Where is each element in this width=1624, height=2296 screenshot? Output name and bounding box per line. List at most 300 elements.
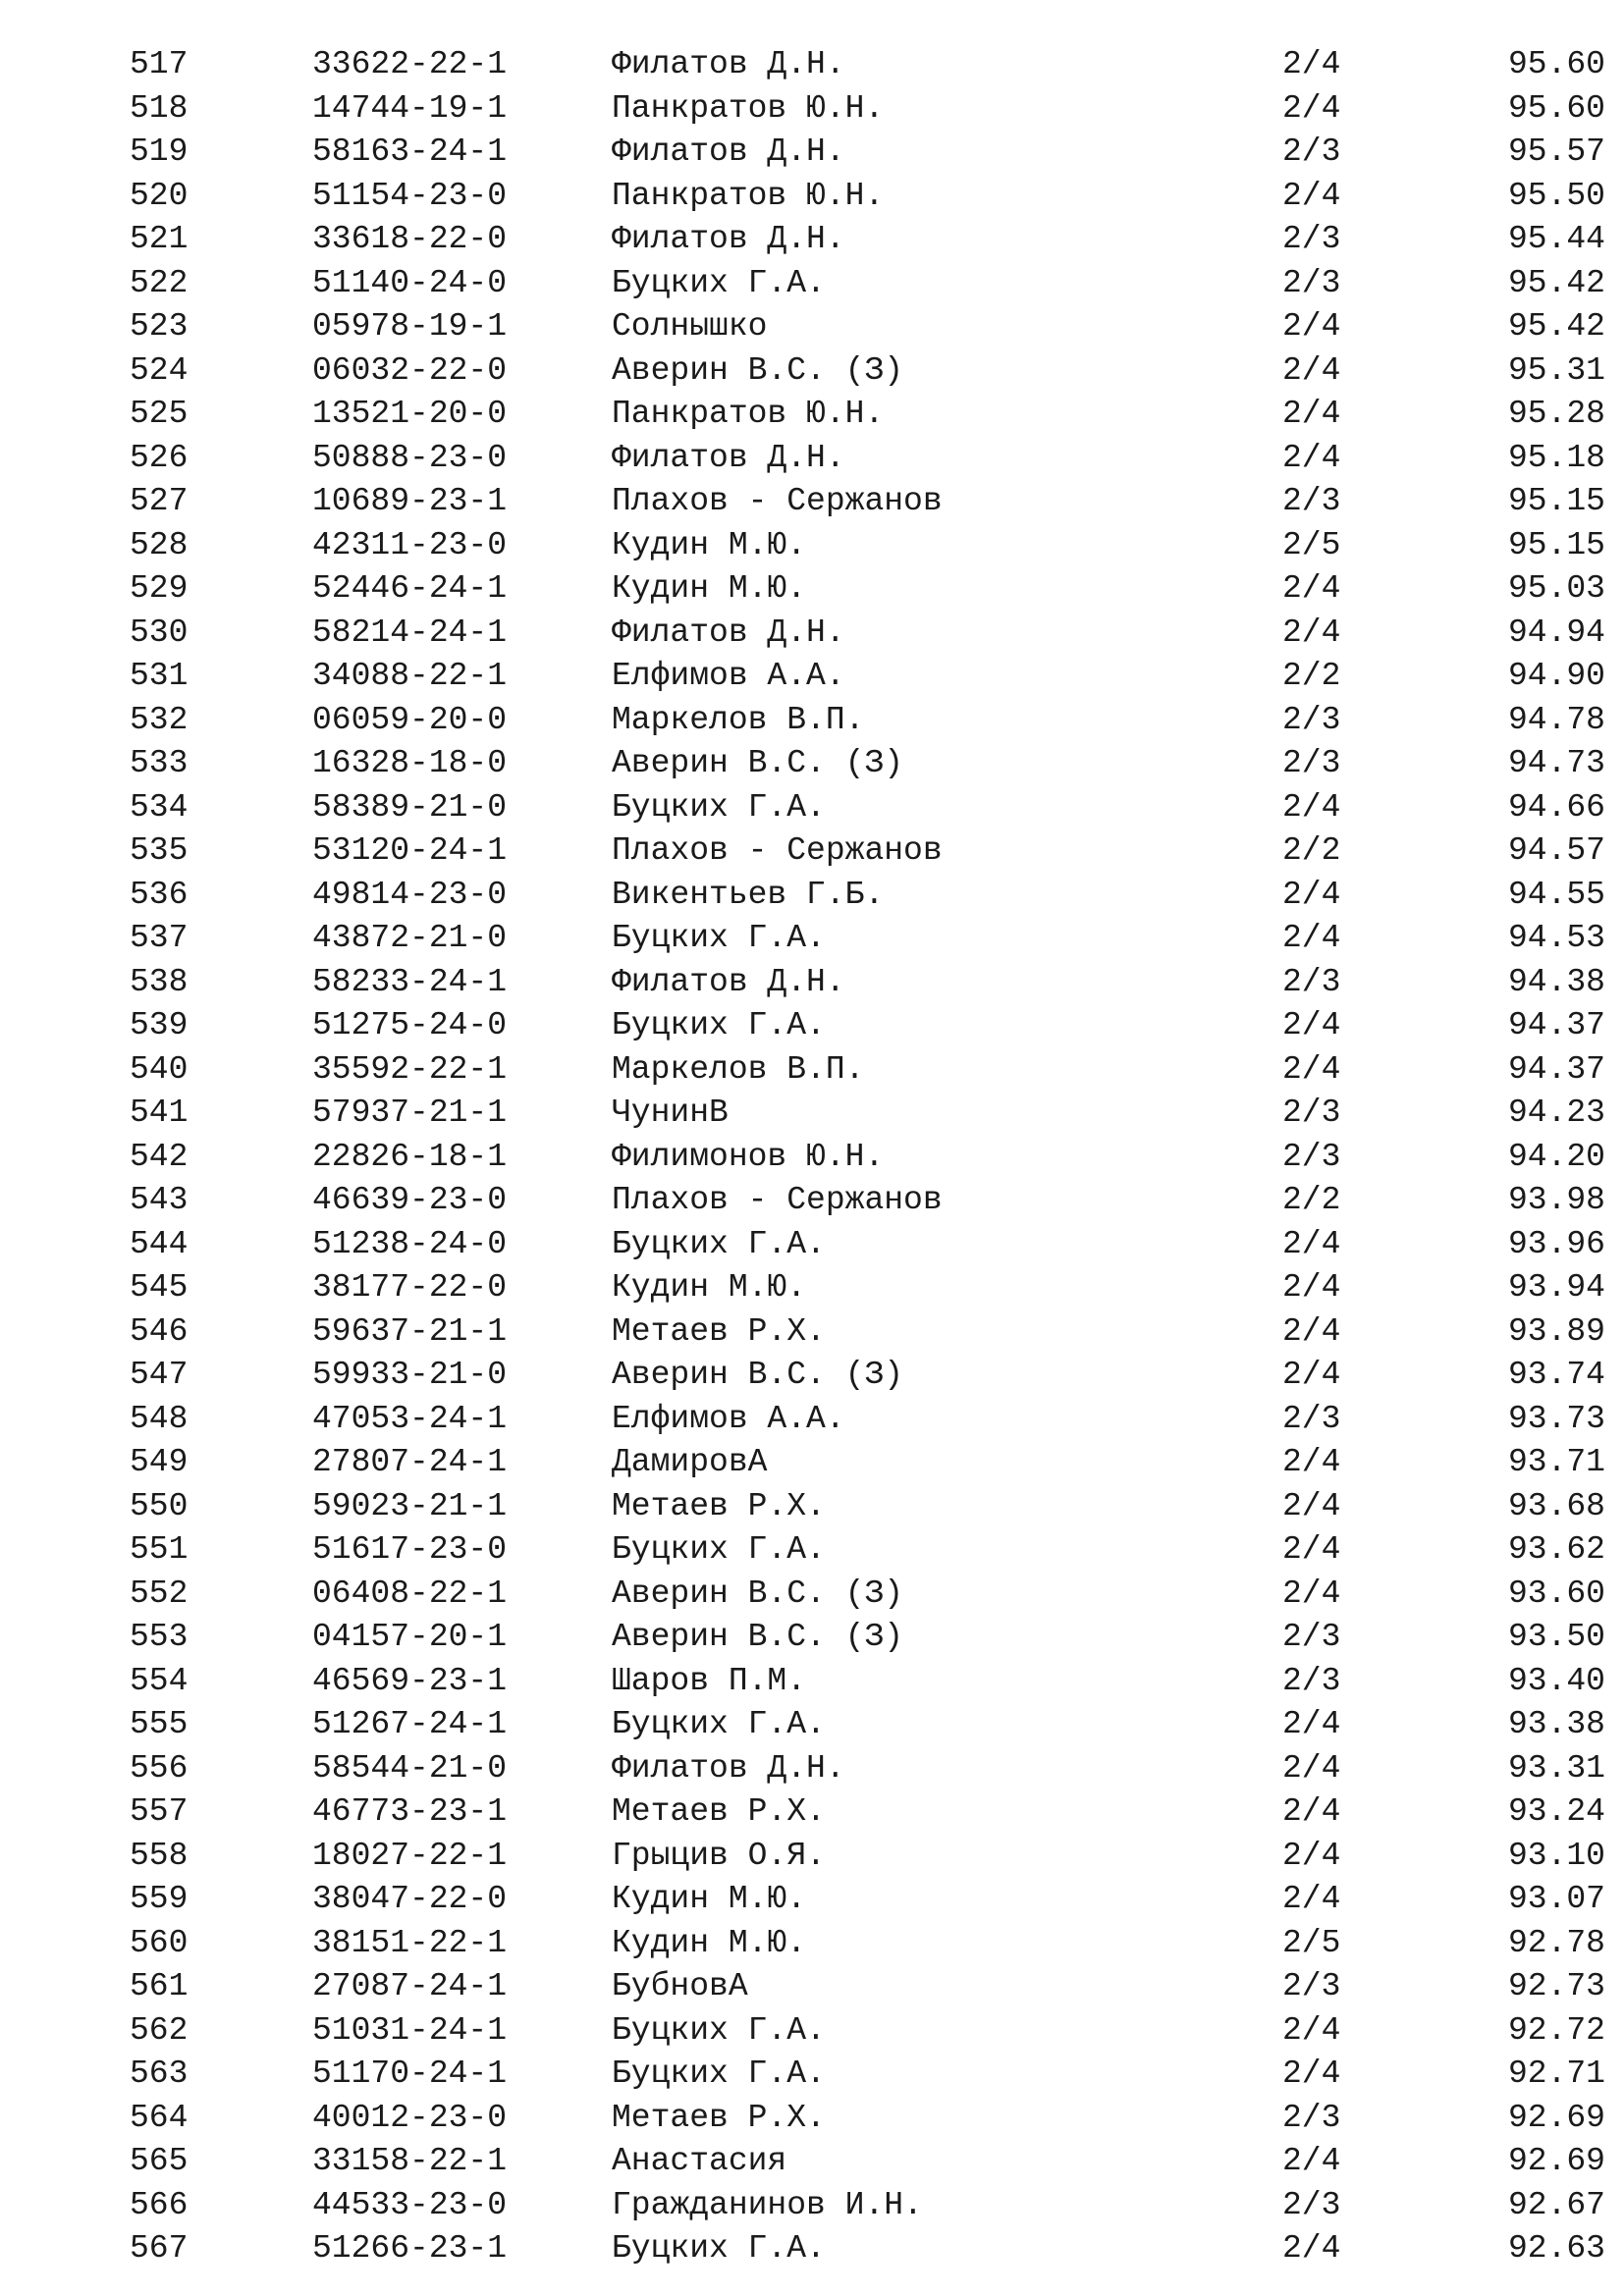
entry-id: 59023-21-1 <box>312 1487 508 1524</box>
entry-id: 14744-19-1 <box>312 89 508 127</box>
score: 95.18 <box>1507 439 1605 476</box>
owner-name: Солнышко <box>612 308 768 345</box>
row-number: 556 <box>130 1749 189 1787</box>
ratio: 2/4 <box>1282 1007 1341 1043</box>
score: 93.60 <box>1507 1575 1605 1612</box>
owner-name: Анастасия <box>612 2143 787 2179</box>
owner-name: Буцких Г.А. <box>612 2056 826 2092</box>
entry-id: 51267-24-1 <box>312 1706 508 1742</box>
row-number: 532 <box>130 701 189 738</box>
ratio: 2/4 <box>1282 2143 1341 2179</box>
entry-id: 40012-23-0 <box>312 2099 508 2136</box>
table-row <box>0 1660 1624 1704</box>
table-row <box>0 305 1624 349</box>
row-number: 553 <box>130 1619 189 1655</box>
row-number: 518 <box>130 89 189 127</box>
ratio: 2/4 <box>1282 1050 1341 1088</box>
owner-name: Панкратов Ю.Н. <box>612 177 885 214</box>
entry-id: 51266-23-1 <box>312 2230 508 2267</box>
entry-id: 58389-21-0 <box>312 788 508 826</box>
table-row <box>0 2097 1624 2141</box>
ratio: 2/4 <box>1282 1225 1341 1262</box>
row-number: 521 <box>130 221 189 257</box>
row-number: 562 <box>130 2011 189 2049</box>
score: 93.98 <box>1507 1182 1605 1218</box>
table-row <box>0 961 1624 1005</box>
entry-id: 38047-22-0 <box>312 1881 508 1917</box>
ratio: 2/4 <box>1282 570 1341 607</box>
entry-id: 34088-22-1 <box>312 658 508 694</box>
row-number: 564 <box>130 2099 189 2136</box>
score: 93.10 <box>1507 1837 1605 1874</box>
entry-id: 47053-24-1 <box>312 1400 508 1437</box>
score: 93.71 <box>1507 1444 1605 1480</box>
entry-id: 13521-20-0 <box>312 396 508 432</box>
table-row <box>0 262 1624 306</box>
row-number: 537 <box>130 920 189 956</box>
row-number: 525 <box>130 396 189 432</box>
table-row <box>0 1004 1624 1048</box>
row-number: 558 <box>130 1837 189 1874</box>
table-row <box>0 2009 1624 2054</box>
score: 93.74 <box>1507 1357 1605 1393</box>
ratio: 2/4 <box>1282 1312 1341 1350</box>
entry-id: 33622-22-1 <box>312 46 508 82</box>
row-number: 566 <box>130 2186 189 2223</box>
owner-name: Буцких Г.А. <box>612 1531 826 1568</box>
score: 93.62 <box>1507 1531 1605 1568</box>
table-row <box>0 1573 1624 1617</box>
row-number: 550 <box>130 1487 189 1524</box>
entry-id: 35592-22-1 <box>312 1050 508 1088</box>
row-number: 523 <box>130 308 189 345</box>
row-number: 559 <box>130 1881 189 1917</box>
score: 94.94 <box>1507 614 1605 651</box>
entry-id: 59637-21-1 <box>312 1312 508 1350</box>
owner-name: Кудин М.Ю. <box>612 1269 807 1306</box>
row-number: 536 <box>130 876 189 913</box>
owner-name: Филатов Д.Н. <box>612 1749 845 1787</box>
entry-id: 57937-21-1 <box>312 1095 508 1131</box>
owner-name: Кудин М.Ю. <box>612 526 807 563</box>
ratio: 2/5 <box>1282 526 1341 563</box>
row-number: 526 <box>130 439 189 476</box>
ratio: 2/4 <box>1282 1706 1341 1742</box>
entry-id: 51154-23-0 <box>312 177 508 214</box>
ratio: 2/4 <box>1282 2011 1341 2049</box>
row-number: 527 <box>130 483 189 519</box>
row-number: 538 <box>130 963 189 1000</box>
entry-id: 06059-20-0 <box>312 701 508 738</box>
ratio: 2/4 <box>1282 177 1341 214</box>
ratio: 2/3 <box>1282 1619 1341 1655</box>
ratio: 2/4 <box>1282 396 1341 432</box>
row-number: 531 <box>130 658 189 694</box>
table-row <box>0 1528 1624 1573</box>
entry-id: 33158-22-1 <box>312 2143 508 2179</box>
entry-id: 51170-24-1 <box>312 2056 508 2092</box>
row-number: 541 <box>130 1095 189 1131</box>
owner-name: Филимонов Ю.Н. <box>612 1138 885 1175</box>
owner-name: Филатов Д.Н. <box>612 963 845 1000</box>
owner-name: Метаев Р.Х. <box>612 1312 826 1350</box>
owner-name: БубновА <box>612 1968 748 2004</box>
score: 92.67 <box>1507 2186 1605 2223</box>
entry-id: 38151-22-1 <box>312 1924 508 1961</box>
score: 95.60 <box>1507 46 1605 82</box>
owner-name: Панкратов Ю.Н. <box>612 396 885 432</box>
score: 92.69 <box>1507 2143 1605 2179</box>
ratio: 2/2 <box>1282 832 1341 869</box>
score: 95.03 <box>1507 570 1605 607</box>
owner-name: Аверин В.С. (З) <box>612 1619 904 1655</box>
score: 92.78 <box>1507 1924 1605 1961</box>
ratio: 2/4 <box>1282 1531 1341 1568</box>
row-number: 546 <box>130 1312 189 1350</box>
ratio: 2/4 <box>1282 46 1341 82</box>
score: 95.31 <box>1507 351 1605 389</box>
entry-id: 53120-24-1 <box>312 832 508 869</box>
row-number: 533 <box>130 745 189 781</box>
table-row <box>0 349 1624 394</box>
ratio: 2/3 <box>1282 264 1341 301</box>
score: 95.28 <box>1507 396 1605 432</box>
owner-name: Филатов Д.Н. <box>612 133 845 170</box>
owner-name: Буцких Г.А. <box>612 1706 826 1742</box>
ratio: 2/3 <box>1282 1138 1341 1175</box>
score: 94.78 <box>1507 701 1605 738</box>
table-row <box>0 699 1624 743</box>
ratio: 2/5 <box>1282 1924 1341 1961</box>
owner-name: Плахов - Сержанов <box>612 483 943 519</box>
score: 93.89 <box>1507 1312 1605 1350</box>
entry-id: 06408-22-1 <box>312 1575 508 1612</box>
row-number: 524 <box>130 351 189 389</box>
table-row <box>0 829 1624 874</box>
row-number: 554 <box>130 1662 189 1699</box>
owner-name: Буцких Г.А. <box>612 920 826 956</box>
row-number: 549 <box>130 1444 189 1480</box>
owner-name: Буцких Г.А. <box>612 264 826 301</box>
table-row <box>0 2227 1624 2271</box>
row-number: 534 <box>130 788 189 826</box>
score: 93.40 <box>1507 1662 1605 1699</box>
table-row <box>0 218 1624 262</box>
table-row <box>0 1922 1624 1966</box>
table-row <box>0 874 1624 918</box>
ratio: 2/3 <box>1282 745 1341 781</box>
table-row <box>0 1398 1624 1442</box>
entry-id: 18027-22-1 <box>312 1837 508 1874</box>
score: 94.66 <box>1507 788 1605 826</box>
entry-id: 10689-23-1 <box>312 483 508 519</box>
table-row <box>0 786 1624 830</box>
entry-id: 46569-23-1 <box>312 1662 508 1699</box>
ratio: 2/3 <box>1282 963 1341 1000</box>
table-row <box>0 1310 1624 1355</box>
row-number: 547 <box>130 1357 189 1393</box>
entry-id: 51031-24-1 <box>312 2011 508 2049</box>
ratio: 2/2 <box>1282 658 1341 694</box>
ratio: 2/4 <box>1282 1749 1341 1787</box>
owner-name: Панкратов Ю.Н. <box>612 89 885 127</box>
table-row <box>0 1179 1624 1223</box>
ratio: 2/4 <box>1282 2056 1341 2092</box>
table-row <box>0 1441 1624 1485</box>
ratio: 2/3 <box>1282 2099 1341 2136</box>
entry-id: 58163-24-1 <box>312 133 508 170</box>
table-row <box>0 43 1624 87</box>
entry-id: 58544-21-0 <box>312 1749 508 1787</box>
row-number: 517 <box>130 46 189 82</box>
table-row <box>0 1048 1624 1093</box>
ratio: 2/4 <box>1282 1444 1341 1480</box>
entry-id: 58233-24-1 <box>312 963 508 1000</box>
table-row <box>0 175 1624 219</box>
table-row <box>0 480 1624 524</box>
entry-id: 51140-24-0 <box>312 264 508 301</box>
row-number: 557 <box>130 1793 189 1830</box>
table-row <box>0 1965 1624 2009</box>
table-row <box>0 2140 1624 2184</box>
score: 93.07 <box>1507 1881 1605 1917</box>
score: 95.57 <box>1507 133 1605 170</box>
ratio: 2/4 <box>1282 439 1341 476</box>
table-row <box>0 567 1624 612</box>
entry-id: 16328-18-0 <box>312 745 508 781</box>
table-row <box>0 87 1624 132</box>
entry-id: 49814-23-0 <box>312 876 508 913</box>
table-row <box>0 131 1624 175</box>
ratio: 2/4 <box>1282 788 1341 826</box>
table-row <box>0 917 1624 961</box>
row-number: 520 <box>130 177 189 214</box>
owner-name: Метаев Р.Х. <box>612 1487 826 1524</box>
score: 92.72 <box>1507 2011 1605 2049</box>
row-number: 542 <box>130 1138 189 1175</box>
owner-name: Метаев Р.Х. <box>612 1793 826 1830</box>
table-row <box>0 2184 1624 2228</box>
row-number: 560 <box>130 1924 189 1961</box>
owner-name: Маркелов В.П. <box>612 701 865 738</box>
table-row <box>0 393 1624 437</box>
ratio: 2/4 <box>1282 1487 1341 1524</box>
ratio: 2/4 <box>1282 1837 1341 1874</box>
score: 93.94 <box>1507 1269 1605 1306</box>
owner-name: Метаев Р.Х. <box>612 2099 826 2136</box>
ratio: 2/4 <box>1282 351 1341 389</box>
owner-name: Аверин В.С. (З) <box>612 351 904 389</box>
owner-name: Аверин В.С. (З) <box>612 1357 904 1393</box>
ratio: 2/3 <box>1282 133 1341 170</box>
table-row <box>0 1092 1624 1136</box>
score: 93.50 <box>1507 1619 1605 1655</box>
score: 95.44 <box>1507 221 1605 257</box>
owner-name: Филатов Д.Н. <box>612 221 845 257</box>
score: 94.37 <box>1507 1007 1605 1043</box>
table-row <box>0 1616 1624 1660</box>
score: 95.42 <box>1507 264 1605 301</box>
ratio: 2/4 <box>1282 1269 1341 1306</box>
owner-name: Аверин В.С. (З) <box>612 1575 904 1612</box>
row-number: 555 <box>130 1706 189 1742</box>
ratio: 2/4 <box>1282 89 1341 127</box>
score: 92.71 <box>1507 2056 1605 2092</box>
table-row <box>0 1485 1624 1529</box>
entry-id: 05978-19-1 <box>312 308 508 345</box>
owner-name: Буцких Г.А. <box>612 2230 826 2267</box>
table-row <box>0 1266 1624 1310</box>
owner-name: Буцких Г.А. <box>612 1007 826 1043</box>
owner-name: ДамировА <box>612 1444 768 1480</box>
score: 95.42 <box>1507 308 1605 345</box>
entry-id: 43872-21-0 <box>312 920 508 956</box>
score: 95.15 <box>1507 483 1605 519</box>
ratio: 2/4 <box>1282 614 1341 651</box>
score: 95.50 <box>1507 177 1605 214</box>
entry-id: 06032-22-0 <box>312 351 508 389</box>
owner-name: Елфимов А.А. <box>612 1400 845 1437</box>
score: 94.20 <box>1507 1138 1605 1175</box>
table-row <box>0 1223 1624 1267</box>
owner-name: Кудин М.Ю. <box>612 1924 807 1961</box>
owner-name: Шаров П.М. <box>612 1662 807 1699</box>
ratio: 2/4 <box>1282 1881 1341 1917</box>
owner-name: Кудин М.Ю. <box>612 1881 807 1917</box>
entry-id: 59933-21-0 <box>312 1357 508 1393</box>
row-number: 567 <box>130 2230 189 2267</box>
score: 92.63 <box>1507 2230 1605 2267</box>
table-row <box>0 612 1624 656</box>
table-row <box>0 1747 1624 1791</box>
row-number: 552 <box>130 1575 189 1612</box>
row-number: 528 <box>130 526 189 563</box>
owner-name: Филатов Д.Н. <box>612 439 845 476</box>
entry-id: 04157-20-1 <box>312 1619 508 1655</box>
entry-id: 51275-24-0 <box>312 1007 508 1043</box>
score: 93.96 <box>1507 1225 1605 1262</box>
row-number: 565 <box>130 2143 189 2179</box>
score: 94.53 <box>1507 920 1605 956</box>
owner-name: Грыцив О.Я. <box>612 1837 826 1874</box>
row-number: 548 <box>130 1400 189 1437</box>
score: 94.73 <box>1507 745 1605 781</box>
row-number: 543 <box>130 1182 189 1218</box>
ratio: 2/4 <box>1282 1793 1341 1830</box>
results-table <box>0 43 1624 2271</box>
owner-name: Викентьев Г.Б. <box>612 876 885 913</box>
entry-id: 27087-24-1 <box>312 1968 508 2004</box>
score: 94.90 <box>1507 658 1605 694</box>
table-row <box>0 437 1624 481</box>
score: 94.23 <box>1507 1095 1605 1131</box>
entry-id: 22826-18-1 <box>312 1138 508 1175</box>
entry-id: 27807-24-1 <box>312 1444 508 1480</box>
score: 92.73 <box>1507 1968 1605 2004</box>
row-number: 545 <box>130 1269 189 1306</box>
ratio: 2/4 <box>1282 2230 1341 2267</box>
row-number: 563 <box>130 2056 189 2092</box>
score: 92.69 <box>1507 2099 1605 2136</box>
row-number: 529 <box>130 570 189 607</box>
score: 94.37 <box>1507 1050 1605 1088</box>
score: 93.68 <box>1507 1487 1605 1524</box>
table-row <box>0 2053 1624 2097</box>
ratio: 2/3 <box>1282 2186 1341 2223</box>
entry-id: 58214-24-1 <box>312 614 508 651</box>
entry-id: 42311-23-0 <box>312 526 508 563</box>
row-number: 530 <box>130 614 189 651</box>
owner-name: Буцких Г.А. <box>612 1225 826 1262</box>
ratio: 2/4 <box>1282 308 1341 345</box>
table-row <box>0 1136 1624 1180</box>
ratio: 2/3 <box>1282 221 1341 257</box>
score: 93.73 <box>1507 1400 1605 1437</box>
table-row <box>0 742 1624 786</box>
score: 95.60 <box>1507 89 1605 127</box>
ratio: 2/4 <box>1282 1357 1341 1393</box>
score: 94.38 <box>1507 963 1605 1000</box>
table-row <box>0 1354 1624 1398</box>
ratio: 2/3 <box>1282 483 1341 519</box>
entry-id: 33618-22-0 <box>312 221 508 257</box>
row-number: 519 <box>130 133 189 170</box>
score: 93.38 <box>1507 1706 1605 1742</box>
row-number: 540 <box>130 1050 189 1088</box>
entry-id: 44533-23-0 <box>312 2186 508 2223</box>
ratio: 2/3 <box>1282 1968 1341 2004</box>
ratio: 2/3 <box>1282 701 1341 738</box>
owner-name: Кудин М.Ю. <box>612 570 807 607</box>
ratio: 2/3 <box>1282 1095 1341 1131</box>
owner-name: Буцких Г.А. <box>612 2011 826 2049</box>
score: 93.31 <box>1507 1749 1605 1787</box>
ratio: 2/4 <box>1282 1575 1341 1612</box>
entry-id: 51617-23-0 <box>312 1531 508 1568</box>
owner-name: Маркелов В.П. <box>612 1050 865 1088</box>
row-number: 561 <box>130 1968 189 2004</box>
row-number: 551 <box>130 1531 189 1568</box>
row-number: 522 <box>130 264 189 301</box>
entry-id: 38177-22-0 <box>312 1269 508 1306</box>
score: 94.57 <box>1507 832 1605 869</box>
ratio: 2/4 <box>1282 920 1341 956</box>
row-number: 535 <box>130 832 189 869</box>
ratio: 2/4 <box>1282 876 1341 913</box>
score: 95.15 <box>1507 526 1605 563</box>
owner-name: Елфимов А.А. <box>612 658 845 694</box>
owner-name: Плахов - Сержанов <box>612 832 943 869</box>
table-row <box>0 524 1624 568</box>
row-number: 544 <box>130 1225 189 1262</box>
row-number: 539 <box>130 1007 189 1043</box>
score: 94.55 <box>1507 876 1605 913</box>
entry-id: 52446-24-1 <box>312 570 508 607</box>
ratio: 2/3 <box>1282 1400 1341 1437</box>
table-row <box>0 1835 1624 1879</box>
owner-name: Гражданинов И.Н. <box>612 2186 923 2223</box>
table-row <box>0 1878 1624 1922</box>
ratio: 2/2 <box>1282 1182 1341 1218</box>
owner-name: Филатов Д.Н. <box>612 46 845 82</box>
entry-id: 46773-23-1 <box>312 1793 508 1830</box>
owner-name: Буцких Г.А. <box>612 788 826 826</box>
table-row <box>0 1703 1624 1747</box>
table-row <box>0 1790 1624 1835</box>
entry-id: 46639-23-0 <box>312 1182 508 1218</box>
ratio: 2/3 <box>1282 1662 1341 1699</box>
score: 93.24 <box>1507 1793 1605 1830</box>
